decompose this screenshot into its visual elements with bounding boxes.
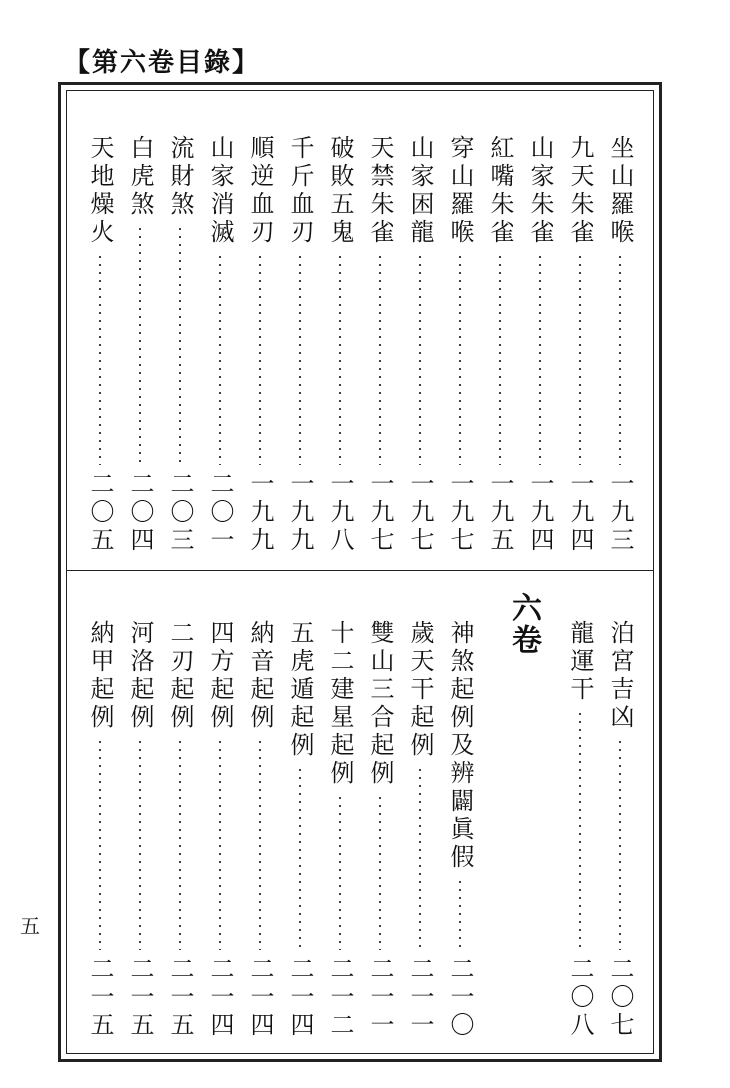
dot-leader [619, 738, 621, 950]
dot-leader [99, 738, 101, 950]
dot-leader [339, 253, 341, 465]
dot-leader [419, 766, 421, 950]
toc-entry[interactable] [482, 135, 518, 555]
toc-entry[interactable] [242, 620, 278, 1040]
toc-entry[interactable] [442, 620, 478, 1040]
entry-title: 坐山羅喉 [606, 135, 634, 247]
entry-title: 紅嘴朱雀 [486, 135, 514, 247]
dot-leader [179, 738, 181, 950]
toc-entry[interactable] [602, 620, 638, 1040]
entry-page: 二一四 [206, 956, 234, 1040]
entry-title: 五虎遁起例 [286, 620, 314, 760]
toc-entry[interactable] [602, 135, 638, 555]
dot-leader [619, 253, 621, 465]
entry-page: 二一二 [326, 956, 354, 1040]
entry-page: 二一五 [86, 956, 114, 1040]
entry-page: 二〇五 [86, 471, 114, 555]
toc-entry[interactable] [282, 135, 318, 555]
dot-leader [99, 253, 101, 465]
entry-page: 二一五 [166, 956, 194, 1040]
entry-page: 二一四 [286, 956, 314, 1040]
entry-title: 河洛起例 [126, 620, 154, 732]
entry-title: 山家困龍 [406, 135, 434, 247]
toc-entry[interactable] [362, 135, 398, 555]
entry-page: 二一一 [366, 956, 394, 1040]
entry-title: 四方起例 [206, 620, 234, 732]
entry-page: 一九七 [366, 471, 394, 555]
entry-title: 九天朱雀 [566, 135, 594, 247]
toc-entry[interactable] [82, 135, 118, 555]
entry-title: 山家朱雀 [526, 135, 554, 247]
toc-entry[interactable] [122, 135, 158, 555]
toc-entry[interactable] [162, 135, 198, 555]
toc-entry[interactable] [322, 135, 358, 555]
toc-entry[interactable] [202, 135, 238, 555]
section-divider [66, 570, 654, 571]
entry-title: 千斤血刃 [286, 135, 314, 247]
entry-title: 雙山三合起例 [366, 620, 394, 788]
toc-entry[interactable] [202, 620, 238, 1040]
dot-leader [419, 253, 421, 465]
dot-leader [299, 253, 301, 465]
entry-page: 一九九 [246, 471, 274, 555]
entry-page: 二〇七 [606, 956, 634, 1040]
dot-leader [459, 878, 461, 950]
entry-page: 二一一 [406, 956, 434, 1040]
entry-page: 二一五 [126, 956, 154, 1040]
dot-leader [179, 225, 181, 465]
entry-page: 二〇四 [126, 471, 154, 555]
entry-title: 流財煞 [166, 135, 194, 219]
entry-title: 穿山羅喉 [446, 135, 474, 247]
entry-title: 納音起例 [246, 620, 274, 732]
page-number: 五 [20, 914, 40, 938]
entry-page: 一九八 [326, 471, 354, 555]
entry-title: 白虎煞 [126, 135, 154, 219]
entry-page: 二〇一 [206, 471, 234, 555]
toc-entry[interactable] [362, 620, 398, 1040]
entry-page: 一九四 [566, 471, 594, 555]
entry-page: 一九四 [526, 471, 554, 555]
toc-entry[interactable] [122, 620, 158, 1040]
toc-entry[interactable] [82, 620, 118, 1040]
toc-entry[interactable] [402, 135, 438, 555]
entry-page: 一九七 [406, 471, 434, 555]
entry-title: 十二建星起例 [326, 620, 354, 788]
entry-title: 納甲起例 [86, 620, 114, 732]
dot-leader [219, 738, 221, 950]
entry-page: 二〇三 [166, 471, 194, 555]
entry-title: 神煞起例及辨闢眞假 [446, 620, 474, 872]
toc-entry[interactable] [242, 135, 278, 555]
toc-entry[interactable] [562, 135, 598, 555]
dot-leader [259, 738, 261, 950]
volume-label: 六卷 [506, 592, 541, 656]
entry-title: 泊宮吉凶 [606, 620, 634, 732]
toc-entry[interactable] [162, 620, 198, 1040]
entry-page: 二〇八 [566, 956, 594, 1040]
toc-entry[interactable] [442, 135, 478, 555]
toc-entry[interactable] [562, 620, 598, 1040]
dot-leader [379, 794, 381, 950]
dot-leader [139, 225, 141, 465]
dot-leader [219, 253, 221, 465]
dot-leader [459, 253, 461, 465]
toc-entry[interactable] [322, 620, 358, 1040]
entry-title: 天地燥火 [86, 135, 114, 247]
page-header: 【第六卷目錄】 [64, 48, 261, 78]
dot-leader [299, 766, 301, 950]
entry-page: 一九七 [446, 471, 474, 555]
toc-entry[interactable] [282, 620, 318, 1040]
dot-leader [139, 738, 141, 950]
dot-leader [579, 710, 581, 950]
entry-title: 山家消滅 [206, 135, 234, 247]
entry-title: 天禁朱雀 [366, 135, 394, 247]
entry-title: 歲天干起例 [406, 620, 434, 760]
entry-page: 一九九 [286, 471, 314, 555]
entry-title: 龍運干 [566, 620, 594, 704]
dot-leader [339, 794, 341, 950]
toc-entry[interactable] [402, 620, 438, 1040]
toc-entry[interactable] [522, 135, 558, 555]
entry-title: 順逆血刃 [246, 135, 274, 247]
entry-page: 二一〇 [446, 956, 474, 1040]
dot-leader [539, 253, 541, 465]
entry-page: 一九三 [606, 471, 634, 555]
entry-title: 破敗五鬼 [326, 135, 354, 247]
dot-leader [379, 253, 381, 465]
entry-page: 二一四 [246, 956, 274, 1040]
entry-page: 一九五 [486, 471, 514, 555]
dot-leader [499, 253, 501, 465]
dot-leader [259, 253, 261, 465]
dot-leader [579, 253, 581, 465]
entry-title: 二刃起例 [166, 620, 194, 732]
